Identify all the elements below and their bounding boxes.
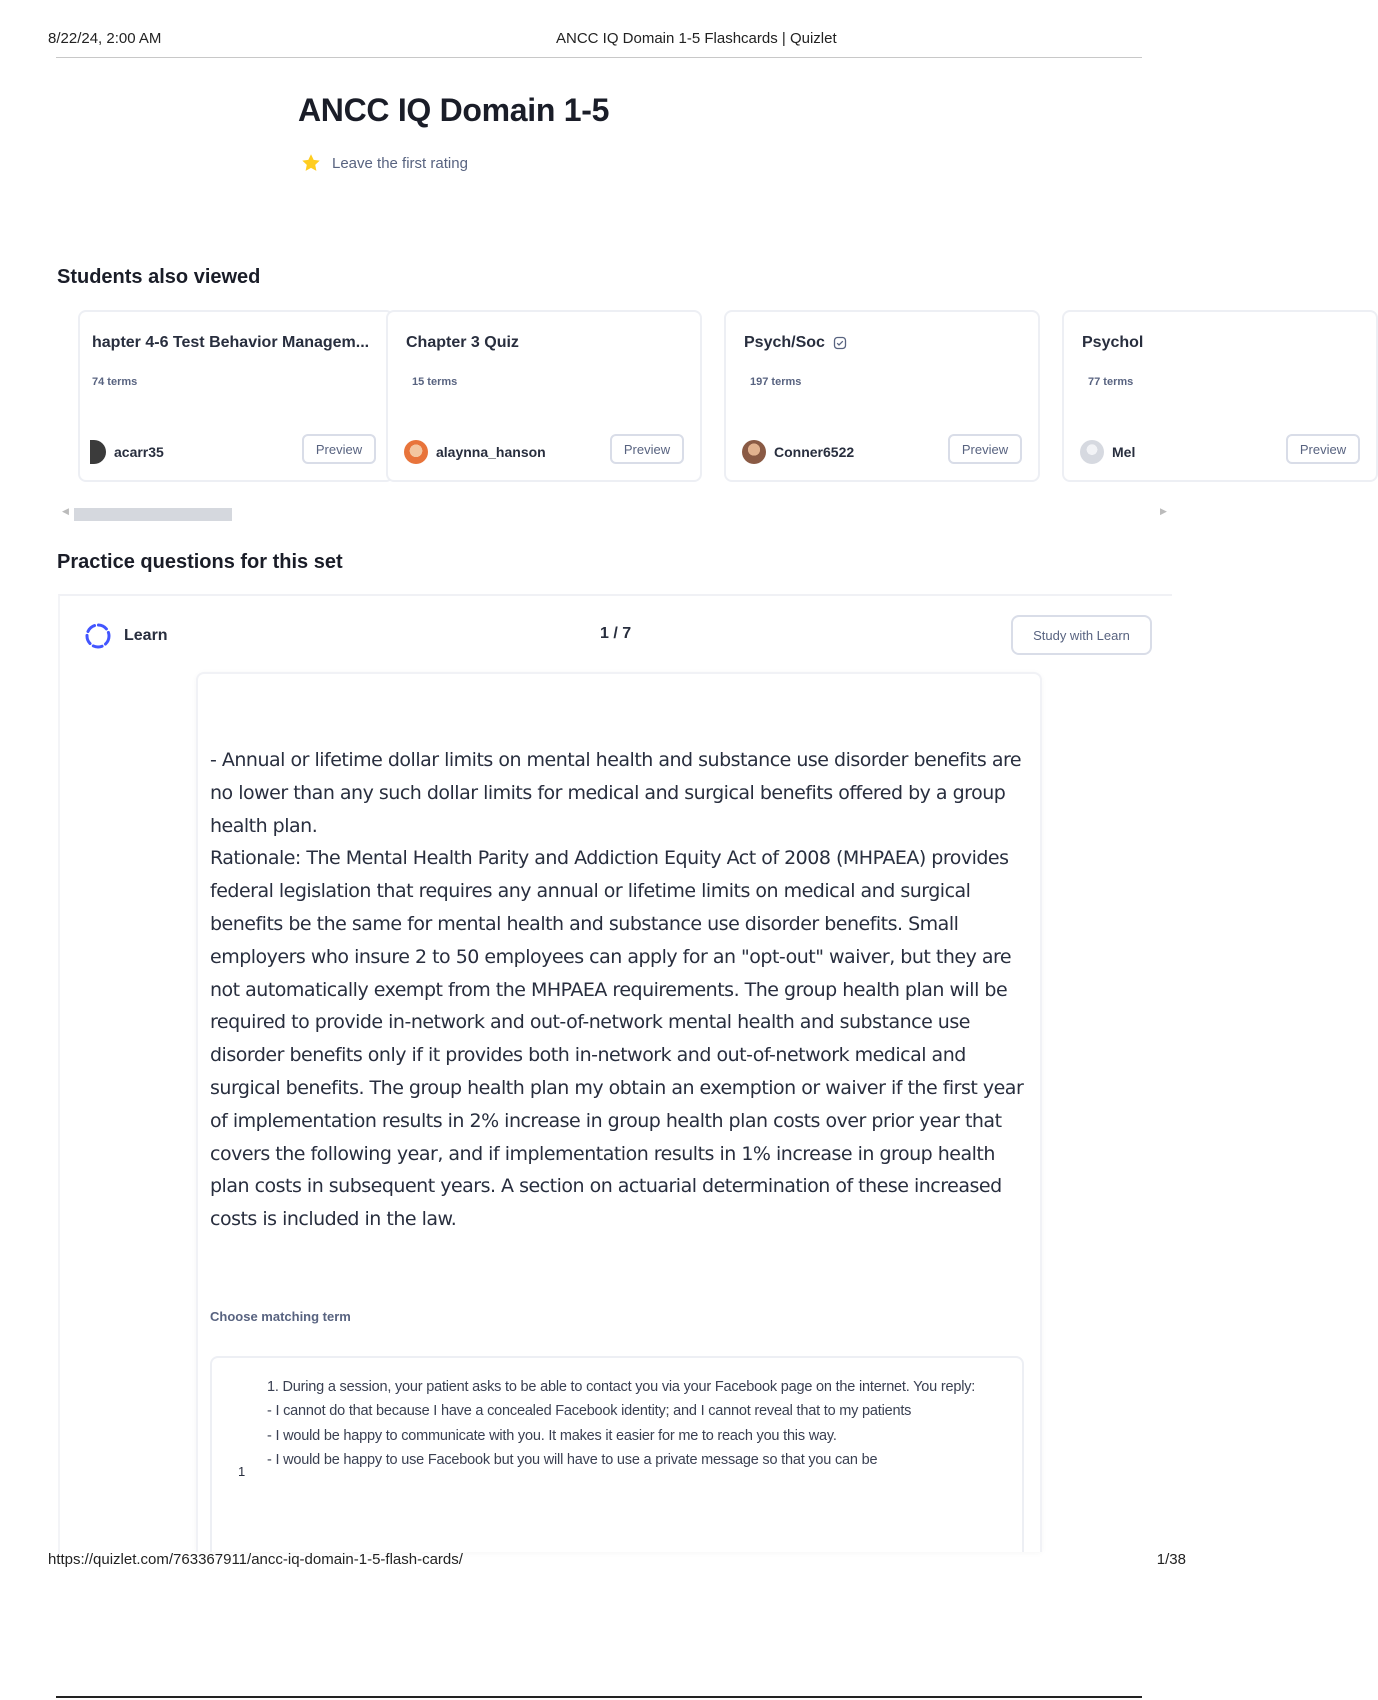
question-progress: 1 / 7 [600,625,632,642]
answer-option-number: 1 [238,1464,246,1479]
avatar [90,440,106,464]
study-with-learn-button[interactable]: Study with Learn [1011,615,1152,655]
card-title-text: Psych/Soc [744,334,825,351]
learn-mode-label [84,622,168,650]
study-set-card[interactable] [1062,310,1378,482]
author-name: alaynna_hanson [436,444,546,460]
preview-button[interactable]: Preview [302,434,376,464]
question-definition: - Annual or lifetime dollar limits on mental health and substance use disorder benefits are no lower than any such dollar limits for medical and surgical benefits offered by a group health plan. Rationale: The Mental Health Parity and Addiction Equity Act of 2008 (MHPAEA) provides federal legislation that requires any annual or lifetime limits on medical and surgical benefits be the same for mental health and substance use disorder benefits. Small employers who insure 2 to 50 employees can apply for an "opt-out" waiver, but they are not automatically exempt from the MHPAEA requirements. The group health plan will be required to provide in-network and out-of-network mental health and substance use disorder benefits only if it provides both in-network and out-of-network medical and surgical benefits. The group health plan my obtain an exemption or waiver if the first year of implementation results in 2% increase in group health plan costs over prior year that covers the following year, and if implementation results in 1% increase in group health plan costs in subsequent years. A section on actuarial determination of these increased costs is included in the law. [210,749,1024,1231]
preview-button[interactable]: Preview [948,434,1022,464]
practice-questions-heading: Practice questions for this set [57,551,343,573]
author-name: Mel [1112,444,1136,460]
card-title [744,334,847,352]
set-title: ANCC IQ Domain 1-5 [298,92,610,128]
star-icon [300,152,322,174]
carousel-scrollbar-thumb[interactable] [74,508,232,521]
avatar [1080,440,1104,464]
card-author[interactable] [1080,440,1135,464]
study-set-carousel[interactable] [90,310,1347,486]
print-page-number: 1/38 [1156,1551,1186,1568]
card-title-text: hapter 4-6 Test Behavior Managem... [92,334,370,351]
verified-badge-icon [833,336,847,350]
avatar [404,440,428,464]
card-title [406,334,519,352]
card-terms: 77 terms [1088,376,1134,388]
choose-matching-term-label: Choose matching term [210,1309,351,1324]
students-also-viewed-heading: Students also viewed [57,266,261,288]
page-bottom-divider [56,1696,1142,1698]
card-title-text: Psychol [1082,334,1144,351]
learn-icon [84,622,112,650]
card-title-text: Chapter 3 Quiz [406,334,519,351]
study-set-card[interactable] [78,310,394,482]
rating-link[interactable] [300,152,468,174]
scroll-right-arrow-icon[interactable]: ▶ [1160,506,1167,516]
scroll-left-arrow-icon[interactable]: ◀ [62,506,69,516]
learn-label-text: Learn [124,627,168,644]
header-divider [56,57,1142,58]
card-terms: 197 terms [750,376,802,388]
preview-button[interactable]: Preview [1286,434,1360,464]
card-author[interactable] [742,440,854,464]
author-name: acarr35 [114,444,164,460]
study-set-card[interactable] [724,310,1040,482]
study-set-card[interactable] [386,310,702,482]
answer-option-text: 1. During a session, your patient asks to be able to contact you via your Facebook page on the internet. You reply: - I cannot do that because I have a concealed Facebook identity; and I cannot reveal that to my patients - I would be happy to communicate with you. It makes it easier for me to reach you this way. - I would be happy to use Facebook but you will have to use a private message so that you can be [267,1379,976,1468]
card-author[interactable] [90,440,164,464]
avatar [742,440,766,464]
card-terms: 15 terms [412,376,458,388]
rating-prompt: Leave the first rating [332,154,468,172]
card-title [1082,334,1143,352]
card-author[interactable] [404,440,546,464]
preview-button[interactable]: Preview [610,434,684,464]
print-url: https://quizlet.com/763367911/ancc-iq-domain-1-5-flash-cards/ [48,1551,463,1568]
card-title [92,334,369,352]
print-page-title: ANCC IQ Domain 1-5 Flashcards | Quizlet [556,30,837,47]
print-datetime: 8/22/24, 2:00 AM [48,30,162,47]
card-terms: 74 terms [92,376,138,388]
author-name: Conner6522 [774,444,855,460]
